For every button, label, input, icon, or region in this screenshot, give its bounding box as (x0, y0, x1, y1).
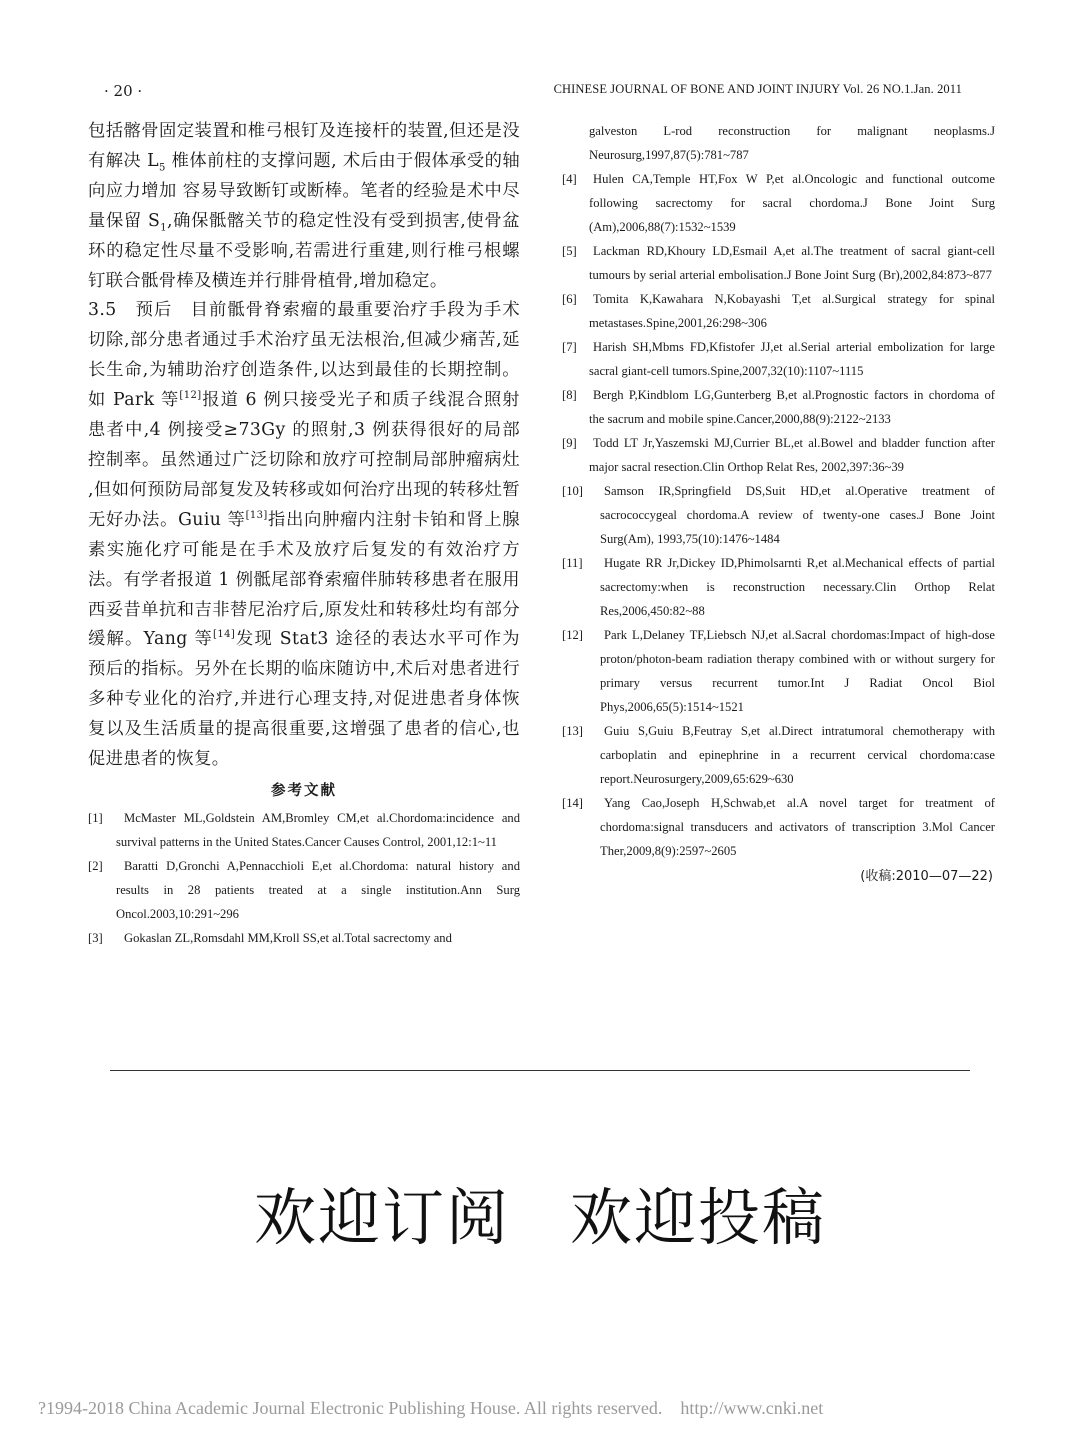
reference-number: [11] (562, 556, 583, 570)
reference-text: Yang Cao,Joseph H,Schwab,et al.A novel target for treatment of chordoma:signal transducers and activators of transcription 3.Mol Cancer Ther,2009,8(9):2597~2605 (600, 796, 995, 858)
left-column (88, 117, 520, 950)
reference-number: [6] (562, 292, 577, 306)
reference-item (562, 479, 995, 551)
reference-item (562, 383, 995, 431)
reference-item (562, 239, 995, 287)
reference-item (562, 287, 995, 335)
reference-text: Park L,Delaney TF,Liebsch NJ,et al.Sacral chordomas:Impact of high-dose proton/photon-beam radiation therapy combined with or without surgery for primary versus recurrent tumor.Int J Radiat Oncol Biol Phys,2006,65(5):1514~1521 (600, 628, 995, 714)
references-list-left (88, 806, 520, 950)
page-number: · 20 · (104, 82, 143, 100)
divider (110, 1070, 970, 1071)
reference-number: [2] (88, 858, 103, 873)
reference-text: Tomita K,Kawahara N,Kobayashi T,et al.Surgical strategy for spinal metastases.Spine,2001,26:298~306 (589, 292, 995, 330)
reference-number: [9] (562, 436, 577, 450)
reference-text: Guiu S,Guiu B,Feutray S,et al.Direct intratumoral chemotherapy with carboplatin and epinephrine in a recurrent cervical chordoma:case report.Neurosurgery,2009,65:629~630 (600, 724, 995, 786)
reference-number: [14] (562, 796, 583, 810)
reference-number: [8] (562, 388, 577, 402)
right-column (562, 119, 995, 884)
body-paragraph-2: 3.5 预后 目前骶骨脊索瘤的最重要治疗手段为手术切除,部分患者通过手术治疗虽无法根治,但减少痛苦,延长生命,为辅助治疗创造条件,以达到最佳的长期控制。如 Park 等[12]报道 6 例只接受光子和质子线混合照射患者中,4 例接受≥73Gy 的照射,3 例获得很好的局部控制率。虽然通过广泛切除和放疗可控制局部肿瘤病灶 ,但如何预防局部复发及转移或如何治疗出现的转移灶暂无好办法。Guiu 等[13]指出向肿瘤内注射卡铂和肾上腺素实施化疗可能是在手术及放疗后复发的有效治疗方法。有学者报道 1 例骶尾部脊索瘤伴肺转移患者在服用西妥昔单抗和吉非替尼治疗后,原发灶和转移灶均有部分缓解。Yang 等[14]发现 Stat3 途径的表达水平可作为预后的指标。另外在长期的临床随访中,术后对患者进行多种专业化的治疗,并进行心理支持,对促进患者身体恢复以及生活质量的提高很重要,这增强了患者的信心,也促进患者的恢复。 (88, 300, 520, 770)
reference-text: McMaster ML,Goldstein AM,Bromley CM,et al.Chordoma:incidence and survival patterns in the United States.Cancer Causes Control, 2001,12:1~11 (116, 810, 520, 849)
copyright-footer: ?1994-2018 China Academic Journal Electronic Publishing House. All rights reserved. http://www.cnki.net (38, 1398, 824, 1418)
reference-item (562, 623, 995, 719)
reference-text: Gokaslan ZL,Romsdahl MM,Kroll SS,et al.Total sacrectomy and (124, 930, 452, 945)
slogan-subscribe: 欢迎订阅 (253, 1181, 510, 1254)
reference-text: Samson IR,Springfield DS,Suit HD,et al.Operative treatment of sacrococcygeal chordoma.A review of twenty-one cases.J Bone Joint Surg(Am), 1993,75(10):1476~1484 (600, 484, 995, 546)
reference-number: [10] (562, 484, 583, 498)
reference-item (88, 926, 520, 950)
reference-text: Harish SH,Mbms FD,Kfistofer JJ,et al.Serial arterial embolization for large sacral giant-cell tumors.Spine,2007,32(10):1107~1115 (589, 340, 995, 378)
reference-number: [12] (562, 628, 583, 642)
received-date: (收稿:2010—07—22) (860, 869, 993, 884)
reference-item (562, 335, 995, 383)
reference-text: Hugate RR Jr,Dickey ID,Phimolsarnti R,et al.Mechanical effects of partial sacrectomy:when is reconstruction necessary.Clin Orthop Relat Res,2006,450:82~88 (600, 556, 995, 618)
reference-text: Baratti D,Gronchi A,Pennacchioli E,et al.Chordoma: natural history and results in 28 patients treated at a single institution.Ann Surg Oncol.2003,10:291~296 (116, 858, 520, 921)
reference-item (562, 551, 995, 623)
page-header (0, 80, 1080, 102)
section-heading: 3.5 预后 (88, 300, 191, 321)
reference-number: [13] (562, 724, 583, 738)
body-paragraph-1: 包括髂骨固定装置和椎弓根钉及连接杆的装置,但还是没有解决 $L_5$ 椎体前柱的支撑问题, 术后由于假体承受的轴向应力增加 容易导致断钉或断棒。笔者的经验是术中尽量保留 $S_1$,确保骶髂关节的稳定性没有受到损害,使骨盆环的稳定性尽量不受影响,若需进行重建,则行椎弓根螺钉联合骶骨棒及横连并行腓骨植骨,增加稳定。 (88, 121, 520, 291)
slogan-submit: 欢迎投稿 (570, 1181, 827, 1254)
reference-text: Hulen CA,Temple HT,Fox W P,et al.Oncologic and functional outcome following sacrectomy for sacral chordoma.J Bone Joint Surg (Am),2006,88(7):1532~1539 (589, 172, 995, 234)
journal-title: CHINESE JOURNAL OF BONE AND JOINT INJURY Vol. 26 NO.1.Jan. 2011 (553, 82, 962, 96)
slogan (0, 1168, 1080, 1257)
reference-item (88, 854, 520, 926)
reference-number: [5] (562, 244, 577, 258)
reference-item (562, 719, 995, 791)
reference-number: [1] (88, 810, 103, 825)
reference-item (88, 806, 520, 854)
reference-item (562, 167, 995, 239)
reference-text: Lackman RD,Khoury LD,Esmail A,et al.The treatment of sacral giant-cell tumours by serial arterial embolisation.J Bone Joint Surg (Br),2002,84:873~877 (589, 244, 995, 282)
reference-number: [4] (562, 172, 577, 186)
reference-text: Todd LT Jr,Yaszemski MJ,Currier BL,et al.Bowel and bladder function after major sacral resection.Clin Orthop Relat Res, 2002,397:36~39 (589, 436, 995, 474)
references-list-right (562, 119, 995, 863)
reference-number: [7] (562, 340, 577, 354)
reference-text: Bergh P,Kindblom LG,Gunterberg B,et al.Prognostic factors in chordoma of the sacrum and mobile spine.Cancer,2000,88(9):2122~2133 (589, 388, 995, 426)
references-heading: 参考文献 (271, 781, 337, 799)
reference-item (562, 431, 995, 479)
reference-continuation: galveston L-rod reconstruction for malignant neoplasms.J Neurosurg,1997,87(5):781~787 (589, 124, 995, 162)
reference-item (562, 791, 995, 863)
reference-number: [3] (88, 930, 103, 945)
